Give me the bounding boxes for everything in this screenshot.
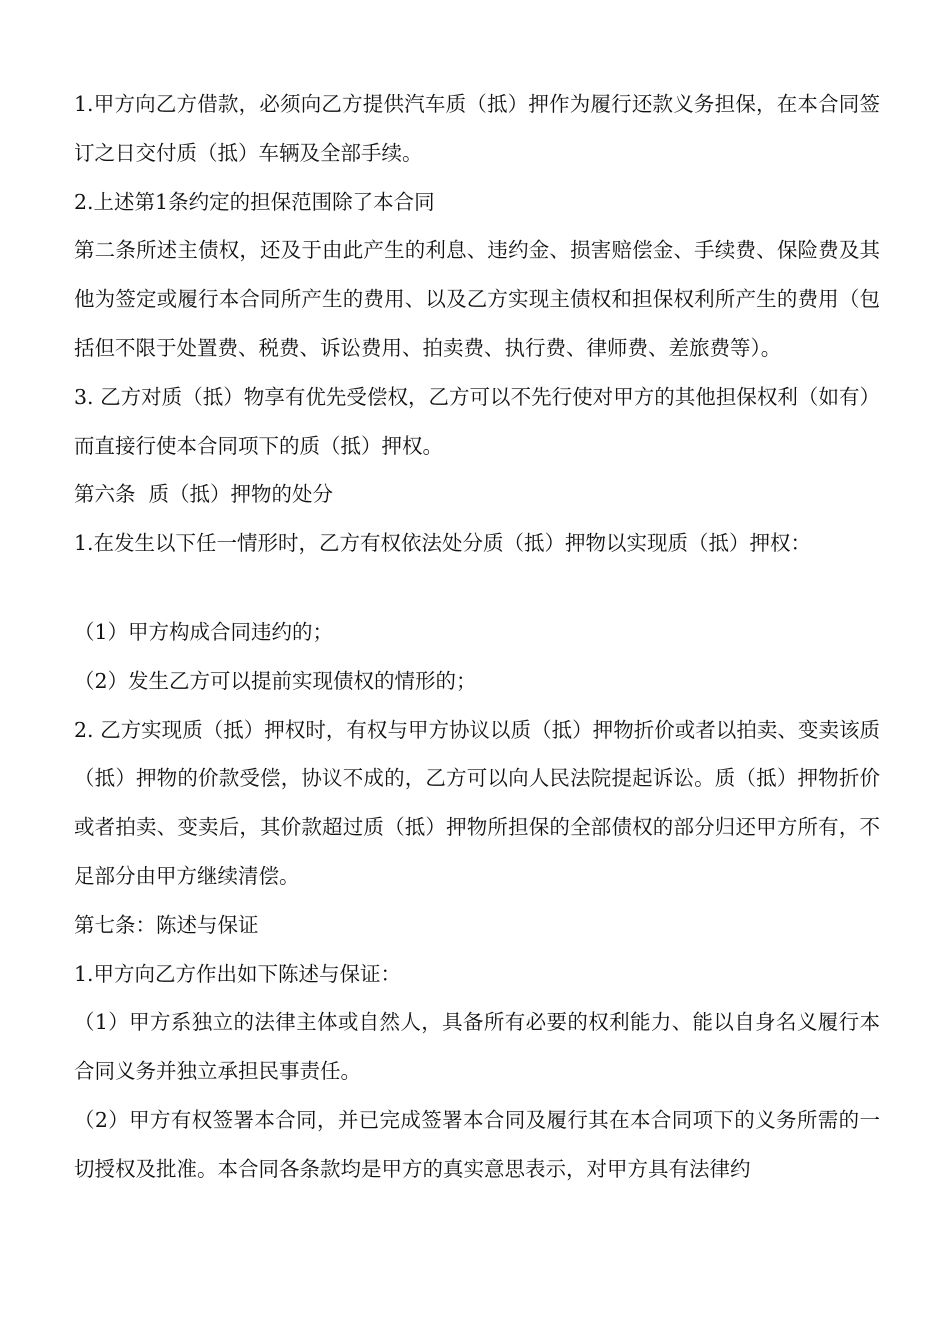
clause-6-item-1-sub-2: （2）发生乙方可以提前实现债权的情形的； — [74, 668, 477, 693]
clause-5-item-1: 1.甲方向乙方借款，必须向乙方提供汽车质（抵）押作为履行还款义务担保，在本合同签订之日交付质（抵）车辆及全部手续。 — [74, 92, 880, 165]
clause-7-heading: 第七条：陈述与保证 — [74, 912, 259, 937]
clause-5-item-3: 3. 乙方对质（抵）物享有优先受偿权，乙方可以不先行使对甲方的其他担保权利（如有）而直接行使本合同项下的质（抵）押权。 — [74, 384, 880, 458]
clause-6-heading: 第六条 质（抵）押物的处分 — [74, 482, 334, 507]
clause-6-item-1-sub-1: （1）甲方构成合同违约的； — [74, 619, 334, 644]
clause-5-item-2: 2.上述第1条约定的担保范围除了本合同 — [74, 189, 435, 214]
document-page — [74, 80, 880, 1194]
clause-7-item-1-sub-2: （2）甲方有权签署本合同，并已完成签署本合同及履行其在本合同项下的义务所需的一切授权及批准。本合同各条款均是甲方的真实意思表示，对甲方具有法律约 — [74, 1107, 880, 1181]
clause-6-item-2: 2. 乙方实现质（抵）押权时，有权与甲方协议以质（抵）押物折价或者以拍卖、变卖该质（抵）押物的价款受偿，协议不成的，乙方可以向人民法院提起诉讼。质（抵）押物折价或者拍卖、变卖后，其价款超过质（抵）押物所担保的全部债权的部分归还甲方所有，不足部分由甲方继续清偿。 — [74, 717, 880, 888]
clause-5-item-2-continued: 第二条所述主债权，还及于由此产生的利息、违约金、损害赔偿金、手续费、保险费及其他为签定或履行本合同所产生的费用、以及乙方实现主债权和担保权利所产生的费用（包括但不限于处置费、税费、诉讼费用、拍卖费、执行费、律师费、差旅费等）。 — [74, 238, 880, 360]
clause-7-item-1: 1.甲方向乙方作出如下陈述与保证： — [74, 961, 402, 986]
clause-6-item-1: 1.在发生以下任一情形时，乙方有权依法处分质（抵）押物以实现质（抵）押权： — [74, 531, 812, 556]
paragraph-gap — [74, 568, 880, 608]
clause-7-item-1-sub-1: （1）甲方系独立的法律主体或自然人，具备所有必要的权利能力、能以自身名义履行本合同义务并独立承担民事责任。 — [74, 1010, 880, 1084]
